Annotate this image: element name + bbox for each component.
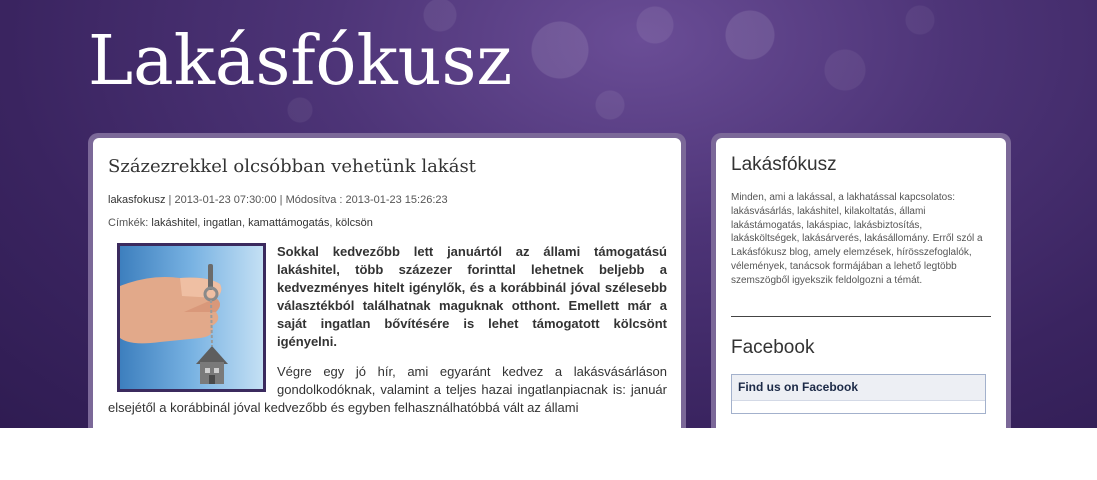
post-meta xyxy=(108,194,667,206)
post-paragraph: Végre egy jó hír, ami egyaránt kedvez a lakásvásárláson gondolkodóknak, valamint a teljes hazai ingatlanpiacnak is: január elsejétől a korábbinál jóval kedvezőbb és egyben felhasználhatóbbá vált az állami xyxy=(108,364,667,415)
tag-link[interactable]: kamattámogatás xyxy=(248,217,330,229)
site-title[interactable]: Lakásfókusz xyxy=(88,22,513,101)
post-dates: | 2013-01-23 07:30:00 | Módosítva : 2013-01-23 15:26:23 xyxy=(165,194,448,206)
post-tags: Címkék: lakáshitel, ingatlan, kamattámogatás, kölcsön xyxy=(108,217,373,229)
sidebar-divider xyxy=(731,316,991,317)
about-widget-title: Lakásfókusz xyxy=(731,154,837,175)
sidebar-panel xyxy=(716,138,1006,428)
facebook-widget-title: Facebook xyxy=(731,336,815,358)
post-lead: Sokkal kedvezőbb lett januártól az állami támogatású lakáshitel, több százezer forinttal lehetnek beljebb a kedvezményes hitelt igénylők, és a korábbinál jóval szélesebb választékból találhatnak maguknak otthont. Emellett már a saját ingatlan bővítésére is lehet támogatott kölcsönt igényelni. xyxy=(277,244,667,349)
key-house-image xyxy=(117,243,266,392)
facebook-like-box[interactable] xyxy=(731,374,986,414)
post-title[interactable]: Százezrekkel olcsóbban vehetünk lakást xyxy=(108,156,476,177)
tag-link[interactable]: ingatlan xyxy=(203,217,242,229)
key-house-icon xyxy=(120,246,263,389)
post-author-link[interactable]: lakasfokusz xyxy=(108,194,166,206)
tag-link[interactable]: kölcsön xyxy=(335,217,373,229)
tag-link[interactable]: lakáshitel xyxy=(151,217,198,229)
tags-label: Címkék: xyxy=(108,217,149,229)
post-body xyxy=(108,243,667,417)
facebook-box-header[interactable]: Find us on Facebook xyxy=(732,375,985,401)
post-panel xyxy=(93,138,681,428)
about-widget-text: Minden, ami a lakással, a lakhatással kapcsolatos: lakásvásárlás, lakáshitel, kilakoltatás, állami lakástámogatás, lakáspiac, lakásbiztosítás, lakásköltségek, lakásárverés, lakásállomány. Erről szól a Lakásfókusz blog, amely elemzések, hírösszefoglalók, vélemények, tanácsok formájában a lehető legtöbb szemszögből igyekszik feldolgozni a témát. xyxy=(731,192,983,286)
